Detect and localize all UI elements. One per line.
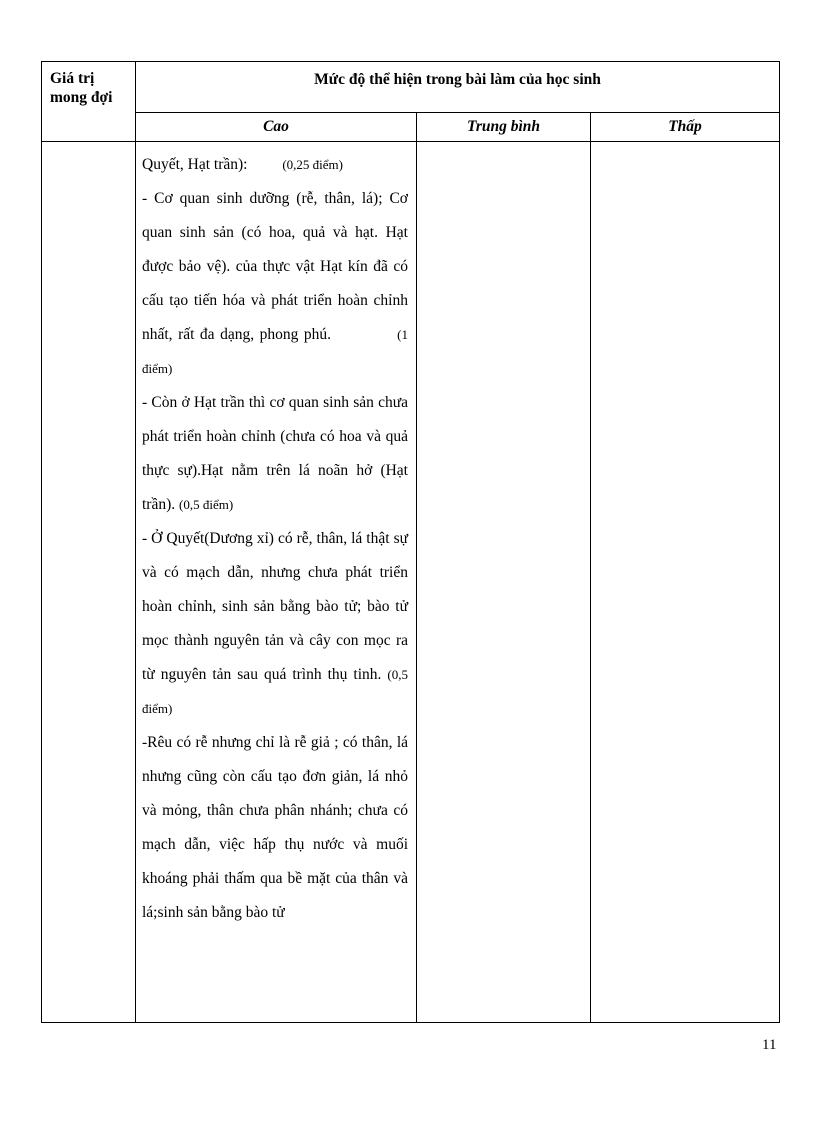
expected-value-header xyxy=(42,62,136,142)
medium-level-cell xyxy=(417,142,591,1023)
criterion-text: - Ở Quyết(Dương xỉ) có rễ, thân, lá thật sự và có mạch dẫn, nhưng chưa phát triển hoàn chỉnh, sinh sản bằng bào tử; bào tử mọc thành nguyên tản và cây con mọc ra từ nguyên tản sau quá trình thụ tinh. xyxy=(142,530,408,683)
level-low-header xyxy=(591,113,780,142)
header-row xyxy=(42,62,780,113)
score-label: (1 điểm) xyxy=(142,327,409,376)
criterion-text: - Cơ quan sinh dưỡng (rễ, thân, lá); Cơ quan sinh sản (có hoa, quả và hạt. Hạt được bảo vệ). của thực vật Hạt kín đã có cấu tạo tiến hóa và phát triển hoàn chỉnh nhất, rất đa dạng, phong phú. xyxy=(142,190,408,343)
level-low-label: Thấp xyxy=(668,118,702,135)
score-label: (0,25 điểm) xyxy=(282,157,343,172)
criterion-paragraph xyxy=(142,522,408,726)
criterion-text: - Còn ở Hạt trần thì cơ quan sinh sản chưa phát triển hoàn chỉnh (chưa có hoa và quả thực sự).Hạt nằm trên lá noãn hở (Hạt trần). xyxy=(142,394,408,513)
level-header-row xyxy=(42,113,780,142)
expected-value-label: Giá trị mong đợi xyxy=(50,70,113,106)
high-level-content xyxy=(136,142,416,930)
criterion-paragraph xyxy=(142,182,408,386)
criterion-text: Quyết, Hạt trần): xyxy=(142,156,248,173)
content-row xyxy=(42,142,780,1023)
level-medium-label: Trung bình xyxy=(466,118,541,135)
high-level-cell xyxy=(136,142,417,1023)
page-number: 11 xyxy=(762,1037,777,1053)
criterion-text: -Rêu có rễ nhưng chỉ là rễ giả ; có thân, lá nhưng cũng còn cấu tạo đơn giản, lá nhỏ và mỏng, thân chưa phân nhánh; chưa có mạch dẫn, việc hấp thụ nước và muối khoáng phải thấm qua bề mặt của thân và lá;sinh sản bằng bào tử xyxy=(142,734,408,921)
criterion-paragraph xyxy=(142,386,408,522)
level-medium-header xyxy=(417,113,591,142)
low-level-cell xyxy=(591,142,780,1023)
criterion-paragraph xyxy=(142,148,408,182)
score-label: (0,5 điểm) xyxy=(179,497,234,512)
level-high-label: Cao xyxy=(263,118,289,135)
criterion-paragraph xyxy=(142,726,408,930)
level-high-header xyxy=(136,113,417,142)
level-title: Mức độ thể hiện trong bài làm của học sinh xyxy=(314,71,601,88)
score-label: (0,5 điểm) xyxy=(142,667,409,716)
rubric-table xyxy=(41,61,780,1023)
level-title-cell xyxy=(136,62,780,113)
expected-value-cell xyxy=(42,142,136,1023)
